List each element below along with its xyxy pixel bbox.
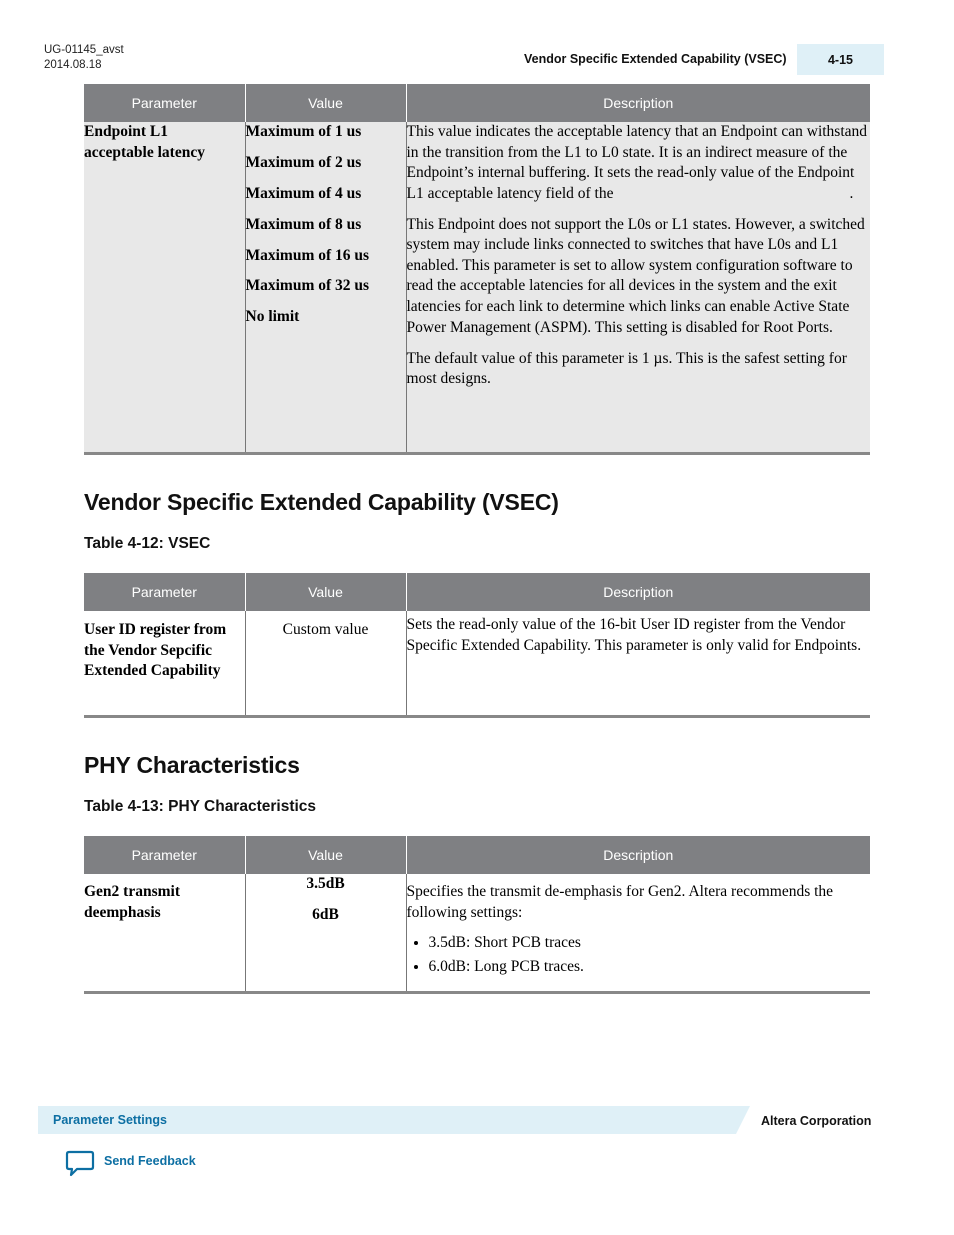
description-paragraph: Specifies the transmit de-emphasis for Gen2. Altera recommends the following settings:: [406, 883, 834, 921]
column-header-value: Value: [245, 84, 406, 122]
description-paragraph: This value indicates the acceptable latency that an Endpoint can withstand in the transition from the L1 to L0 state. It is an indirect measure of the Endpoint’s internal buffering. It sets the read-only value of the Endpoint L1 acceptable latency field of the .: [406, 123, 868, 202]
value-cell: [245, 874, 406, 992]
value-option: Maximum of 32 us: [245, 277, 370, 295]
list-item: • 6.0dB: Long PCB traces.: [429, 957, 871, 978]
value-option: Maximum of 16 us: [245, 246, 370, 264]
table-row: [84, 874, 870, 992]
table-row: [84, 611, 870, 716]
column-header-parameter: Parameter: [84, 836, 245, 874]
description-cell: Sets the read-only value of the 16-bit User ID register from the Vendor Specific Extended Capability. This parameter is only valid for Endpoints.: [406, 611, 870, 716]
value-option: Maximum of 2 us: [245, 153, 362, 171]
value-option: Maximum of 4 us: [245, 184, 362, 202]
chat-bubble-icon[interactable]: [65, 1150, 95, 1178]
value-option: 3.5dB: [306, 875, 345, 892]
column-header-value: Value: [245, 573, 406, 611]
parameter-cell: Gen2 transmit deemphasis: [84, 874, 245, 992]
endpoint-latency-table: [84, 84, 870, 455]
table-caption-phy: Table 4-13: PHY Characteristics: [84, 798, 317, 815]
value-option: No limit: [245, 308, 300, 326]
column-header-parameter: Parameter: [84, 84, 245, 122]
parameter-cell: User ID register from the Vendor Sepcific Extended Capability: [84, 611, 245, 716]
column-header-parameter: Parameter: [84, 573, 245, 611]
list-item: • 3.5dB: Short PCB traces: [429, 933, 871, 954]
page-number: 4-15: [797, 44, 884, 75]
value-option: Maximum of 1 us: [245, 123, 362, 140]
value-cell: Custom value: [245, 611, 406, 716]
section-heading-phy: PHY Characteristics: [84, 752, 300, 778]
table-row: [84, 122, 870, 453]
company-name: Altera Corporation: [761, 1114, 872, 1128]
recommendation-list: [407, 933, 871, 977]
header-section-title: Vendor Specific Extended Capability (VSEC): [524, 52, 787, 66]
send-feedback-link[interactable]: Send Feedback: [104, 1154, 196, 1168]
column-header-description: Description: [406, 573, 870, 611]
parameter-settings-link[interactable]: Parameter Settings: [53, 1113, 167, 1127]
description-cell: [406, 874, 870, 992]
description-cell: [406, 122, 870, 453]
column-header-description: Description: [406, 84, 870, 122]
parameter-cell: Endpoint L1 acceptable latency: [84, 122, 245, 453]
value-option: 6dB: [312, 905, 339, 923]
vsec-table: [84, 573, 870, 718]
value-cell: [245, 122, 406, 453]
doc-id: UG-01145_avst: [44, 44, 124, 56]
column-header-description: Description: [406, 836, 870, 874]
phy-table: [84, 836, 870, 994]
description-paragraph: The default value of this parameter is 1 µs. This is the safest setting for most designs.: [406, 349, 847, 388]
column-header-value: Value: [245, 836, 406, 874]
value-option: Maximum of 8 us: [245, 215, 362, 233]
table-caption-vsec: Table 4-12: VSEC: [84, 535, 211, 552]
doc-date: 2014.08.18: [44, 59, 102, 71]
section-heading-vsec: Vendor Specific Extended Capability (VSEC): [84, 489, 559, 515]
description-paragraph: This Endpoint does not support the L0s or L1 states. However, a switched system may include links connected to switches that have L0s and L1 enabled. This parameter is set to allow system configuration software to read the acceptable latencies for all devices in the system and the exit latencies for each link to determine which links can enable Active State Power Management (ASPM). This setting is disabled for Root Ports.: [406, 215, 865, 336]
